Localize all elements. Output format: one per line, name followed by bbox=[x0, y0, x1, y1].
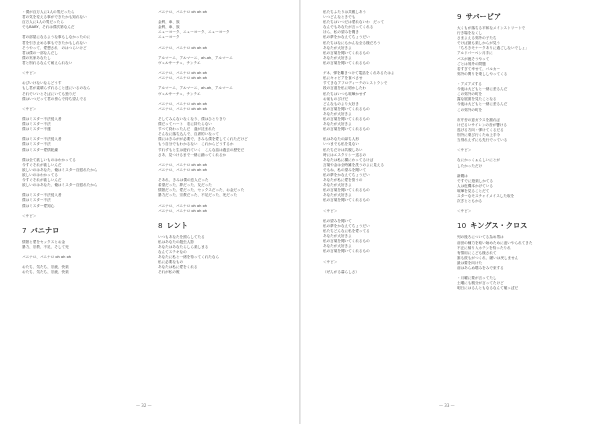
lyric-line: バニナロ、バニナロ oh oh oh bbox=[158, 10, 208, 14]
lyric-line: 私の夢をかなえてちょうだい bbox=[323, 35, 370, 40]
lyric-line: そうやって、愛想され のはつらいけど bbox=[22, 45, 87, 50]
lyric-line: 君は僕の一部なんだし bbox=[22, 50, 58, 55]
stanza bbox=[457, 235, 585, 271]
lyric-line: バニナロ、バニナロ oh oh oh bbox=[158, 162, 208, 167]
stanza bbox=[158, 178, 286, 198]
lyric-line: 私たちはなにもかんな全る様だろう bbox=[323, 40, 381, 45]
song-title: バニナロ bbox=[30, 225, 60, 235]
lyric-line: 君の部屋になるような事もしなかったのに bbox=[22, 35, 91, 40]
lyric-line: 君を引き止める事もできたかもしれない bbox=[22, 40, 87, 45]
lyric-line: そんなに落ち込んで、自虐的いなって bbox=[158, 132, 220, 137]
lyric-line: 僕はミスター愛知心 bbox=[22, 203, 55, 208]
lyric-line: 別外に乗び行くため上手今 bbox=[457, 132, 501, 137]
lyric-line: 欲しいのはあなた、俺はミスター自慰れたから bbox=[22, 167, 98, 172]
lyric-line: 新聞は bbox=[457, 173, 468, 178]
stanza bbox=[457, 174, 585, 205]
left-page bbox=[0, 0, 299, 424]
lyric-line: 前はあらぬ嗜みをみで来する bbox=[457, 266, 504, 271]
lyric-line: なんでもあなたが言ってくれる bbox=[323, 25, 374, 30]
lyric-line: 誰も彼もがつくれ、願いは戻しません bbox=[457, 255, 519, 260]
lyric-line: 「ちろきモナークありに過ごしないでしょ」 bbox=[457, 46, 529, 51]
lyric-line: 私の言葉を聞いてくれるもの bbox=[323, 239, 370, 244]
lyric-line: あなたはあなたらしら楽しまる bbox=[158, 244, 209, 249]
lyric-line: 僕だってハート 変に持たらない bbox=[158, 122, 212, 127]
lyric-line: けだるいサイレンの音が響ける bbox=[457, 122, 507, 127]
lyric-line: 僕はミスター不法侵入者 bbox=[22, 116, 62, 121]
stanza bbox=[22, 117, 150, 132]
song-number: 9 bbox=[457, 12, 462, 21]
lyric-line: あなたが大好きよ bbox=[323, 244, 352, 249]
stanza bbox=[323, 219, 447, 255]
lyric-line: あなたが大好きよ bbox=[323, 55, 352, 60]
lyric-line: そしてみんないなくなり、僕はひとりきり bbox=[158, 116, 227, 121]
stanza bbox=[158, 163, 286, 173]
stanza bbox=[22, 193, 150, 208]
lyric-line: 私の言葉を聞いてくれるもの bbox=[323, 60, 370, 65]
lyric-line: 行き場をなくし bbox=[457, 31, 483, 36]
lyric-line: 今すぐそれが欲しいんだ bbox=[22, 162, 62, 167]
lyric-line: お前ものびげだ bbox=[323, 96, 349, 101]
song-title: レント bbox=[166, 220, 188, 230]
lyric-line: バニナロ、バニナロ oh oh oh bbox=[158, 167, 208, 172]
chorus-marker: ＜サビ＞ bbox=[323, 208, 338, 213]
song-heading bbox=[22, 224, 150, 237]
stanza bbox=[323, 137, 447, 203]
left-column-2 bbox=[158, 10, 286, 276]
lyric-line: 私たちはいつも喧嘩かせず bbox=[323, 91, 367, 96]
lyric-line: すれずもと生は遊れていく こんな話は過去の歴史だ bbox=[158, 147, 245, 152]
lyric-line: もし君が素晴らずれること達にいるのなら bbox=[22, 86, 91, 91]
stanza bbox=[457, 276, 585, 291]
lyric-line: 列の後ろについてる為め男は bbox=[457, 235, 504, 240]
stanza bbox=[457, 82, 585, 113]
lyric-line: あなたは私に構にわってるけば bbox=[323, 157, 374, 162]
lyric-line: 情熱と愛をセックスとお金 bbox=[22, 239, 66, 244]
lyric-line: それでいいとそばにいても独りだ bbox=[22, 91, 76, 96]
song-number: 7 bbox=[22, 225, 27, 235]
chorus-marker: ＜サビ＞ bbox=[22, 213, 37, 218]
lyric-line: ごとは郊外の問題 bbox=[457, 61, 486, 66]
lyric-line: 僕はミスター不法 bbox=[22, 142, 51, 147]
lyric-line: 言葉や金は全時雑を洗うのよに見える bbox=[323, 162, 385, 167]
lyric-line: 私はあなたの殺虫人影 bbox=[158, 239, 194, 244]
lyric-line: 郊外の関りを乗ししやってくる bbox=[457, 71, 508, 76]
lyric-line: 前世の種力を取い始めために追いやられてきた bbox=[457, 240, 533, 245]
lyric-line: 土曜にも親分が言ってたけど bbox=[457, 281, 504, 286]
lyric-line: 私にキャビアを食べさせ bbox=[323, 76, 363, 81]
lyric-line: 僕は全て欲しいものはわかってる bbox=[22, 157, 76, 162]
song-title: キングス・クロス bbox=[470, 221, 528, 231]
stanza bbox=[22, 35, 150, 66]
lyric-line: 君と別れるなんて耐えられない bbox=[22, 60, 73, 65]
stanza bbox=[457, 158, 585, 168]
chorus-marker: ＜サビ＞ bbox=[323, 259, 338, 264]
lyric-line: でけば最も楽しからが見う bbox=[457, 41, 501, 46]
lyric-line: 欲しいのはあなた、俺はミスター自慰れたから bbox=[22, 183, 98, 188]
right-column-1 bbox=[323, 10, 447, 275]
lyric-line: 私の言葉を聞いてくれるもの bbox=[323, 188, 370, 193]
stanza bbox=[22, 265, 150, 275]
lyric-line: ほら、私の望みを聞き bbox=[323, 30, 359, 35]
left-column-1 bbox=[22, 10, 150, 276]
lyric-line: なんてステキなの bbox=[158, 250, 187, 255]
lyric-line: 最は要を向けた bbox=[457, 260, 483, 265]
lyric-line: 段の言道を私に明かしたわ bbox=[323, 86, 367, 91]
lyric-line: 僕にはきみがが必要で、きみも僕を愛してくれただけど bbox=[158, 137, 248, 142]
lyric-line: 今夜は大どもと一緒に差るんだ bbox=[457, 87, 508, 92]
stanza bbox=[158, 102, 286, 112]
lyric-line: 私たちだけは共親しあい bbox=[323, 147, 363, 152]
lyric-line: いつもあなたを照らしてたる bbox=[158, 234, 205, 239]
stanza bbox=[158, 71, 286, 81]
lyric-line: 今すぐそれが欲しいんだ bbox=[22, 178, 62, 183]
lyric-line: おたち、気たち、宗統、快楽 bbox=[22, 265, 69, 270]
lyric-line: どんなものより大好き bbox=[323, 101, 359, 106]
lyric-line: 有情用にこども様されて bbox=[457, 250, 497, 255]
chorus-marker: ＜サビ＞ bbox=[457, 148, 472, 153]
lyric-line: ヴェルサーチェ、チンテエ bbox=[158, 91, 201, 96]
lyric-line: ・僕が百万人に1人の男だったら bbox=[22, 10, 75, 14]
lyric-line: 当別れえずにも先行でっている bbox=[457, 138, 508, 143]
lyric-line: 暴力、宗教、不足、そして死 bbox=[22, 244, 69, 249]
lyric-line: 時にはエスクリシー送るの bbox=[323, 152, 367, 157]
lyric-line: 暴力だった、宗教だった、不足だった、死だった bbox=[158, 193, 238, 198]
lyric-line: アルドパーペン月手に bbox=[457, 51, 493, 56]
lyric-line: 不正に帰り入ホテンを待ったりれ bbox=[457, 245, 511, 250]
lyric-line: スターなモスチャイメイスした取を bbox=[457, 194, 515, 199]
chorus-marker: ＜サビ＞ bbox=[22, 71, 37, 76]
lyric-line: 明日にはるんともなるなんて嘘っぽだ bbox=[457, 286, 519, 291]
lyric-line: 私の言葉を聞いてくれるもの bbox=[323, 116, 370, 121]
lyric-line: 私の望みを聞いて bbox=[323, 218, 352, 223]
lyric-line: あなたが大好きよ bbox=[323, 111, 352, 116]
stanza bbox=[22, 240, 150, 250]
lyric-line: 僕はミスター不法 bbox=[22, 198, 51, 203]
song-heading bbox=[457, 219, 585, 232]
song-heading bbox=[158, 219, 286, 232]
lyric-line: あなたが大好きよ bbox=[323, 183, 352, 188]
chorus-marker: ＜サビ＞ bbox=[457, 209, 472, 214]
lyric-line: バニナロ、バニナロ oh oh oh bbox=[158, 101, 208, 106]
stanza bbox=[457, 26, 585, 77]
lyric-line: この郊外の町を bbox=[457, 92, 483, 97]
right-page bbox=[301, 0, 600, 424]
lyric-line: 希望だった、夢だった、友だった bbox=[158, 183, 212, 188]
lyric-line: さあ、見つけるまで一緒に踊ってくれるか bbox=[158, 152, 227, 157]
page-number: — 33 — bbox=[439, 403, 455, 408]
lyric-line: 僕はミスター不法侵入者 bbox=[22, 193, 62, 198]
lyric-line: もう自分でもわかるない これからどうするか bbox=[158, 142, 234, 147]
lyric-line: あなたは私に愛をくれる bbox=[158, 265, 198, 270]
lyric-line: ニューヨーク bbox=[158, 35, 180, 40]
lyric-line: 喧嘩を見ることだて bbox=[457, 189, 490, 193]
stanza bbox=[158, 86, 286, 96]
lyric-line: 私の言葉を聞いてくれるもの bbox=[323, 198, 370, 203]
lyric-line: なにかっくぁんしいにとが bbox=[457, 158, 501, 163]
stanza bbox=[22, 81, 150, 101]
stanza bbox=[22, 137, 150, 152]
lyric-line: 僕はミスター不法侵入者 bbox=[22, 137, 62, 142]
lyric-line: いつどんなときでも bbox=[323, 15, 356, 20]
lyric-line: 逃げる方向・弾けてくるだる bbox=[457, 127, 504, 132]
chorus-marker: ＜サビ＞ bbox=[22, 106, 37, 111]
right-column-2 bbox=[457, 10, 585, 292]
lyric-line: 私たちはいつだは愛れないわ だって bbox=[323, 20, 385, 25]
lyric-line: バニナロ、バニナロ oh oh oh bbox=[158, 106, 208, 111]
lyric-line: そあれ、きみは僕の恋人だった bbox=[158, 178, 209, 183]
lyric-line: 情熱だった、愛だった、セックスだった、お金だった bbox=[158, 188, 245, 193]
lyric-line: 君の気を変える事ができたかも知れない bbox=[22, 15, 87, 20]
lyric-line: 僕はミスター愛情乾燥 bbox=[22, 147, 58, 152]
lyric-line: パスが疲そうやって bbox=[457, 56, 490, 61]
lyric-line: あなたが大好きよ bbox=[323, 45, 352, 50]
lyric-line: 私はあなたの緑ち人形 bbox=[323, 137, 359, 142]
lyric-line: すてきなアフロディーテのレストランで bbox=[323, 81, 388, 86]
lyric-line: この郊外の町を bbox=[457, 107, 483, 112]
lyric-line: あなたが私に愛を誓うの bbox=[323, 178, 363, 183]
lyric-line: 私の言葉を聞いてくれるもの bbox=[323, 127, 370, 132]
lyric-line: おびいけないならどうす bbox=[22, 81, 62, 86]
song-number: 10 bbox=[457, 221, 467, 231]
lyric-line: したかっただけ bbox=[457, 163, 483, 168]
stanza bbox=[22, 158, 150, 189]
lyric-line: バニナロ、バニナロ oh oh oh bbox=[158, 208, 208, 213]
lyric-line: さまよえる郊外の子たち bbox=[457, 36, 497, 41]
page-number: — 32 — bbox=[136, 403, 152, 408]
lyric-line: 百万人に1人の男だったら bbox=[22, 20, 64, 25]
lyric-line: バニナロ、バニナロ oh oh oh bbox=[158, 45, 208, 50]
song-heading bbox=[457, 10, 585, 23]
lyric-line: 大くもが落ちる平和なメインストリートで bbox=[457, 26, 526, 30]
lyric-line: あなたが大好きよ bbox=[323, 234, 352, 239]
lyric-line: バニナロ、バニナロ oh oh oh bbox=[158, 71, 208, 76]
lyric-line: 僕はミスター不法 bbox=[22, 122, 51, 127]
lyric-line: 私の言葉を聞いてくれるもの bbox=[323, 249, 370, 254]
lyric-line: すべて終わったんだ 違が沈まれた bbox=[158, 127, 216, 132]
lyric-line: 若すぎて幸せて、パルカー bbox=[457, 66, 501, 71]
lyric-line: 今夜は大どもと一緒に差るんだ bbox=[457, 102, 508, 107]
stanza bbox=[457, 118, 585, 143]
footnote: （ぜんがる暮らしさ） bbox=[323, 269, 359, 274]
lyric-line: いつまでも私を見ない bbox=[323, 142, 359, 147]
lyric-line: 金利、車、族 bbox=[158, 25, 180, 30]
lyric-line: バニナロ、バニナロ oh oh oh bbox=[158, 76, 208, 81]
song-number: 8 bbox=[158, 220, 163, 230]
lyric-line: おたち、気たち、宗統、快楽 bbox=[22, 270, 69, 275]
stanza bbox=[158, 235, 286, 276]
lyric-line: 私の夢をかなえてちょうだい bbox=[323, 223, 370, 228]
lyric-line: 人は危機本かげている bbox=[457, 183, 493, 188]
lyric-line: アルマーニ、アルマーニ、ah-ah、アルマーニ bbox=[158, 55, 233, 60]
lyric-line: バニナロ、バニナロ oh oh oh bbox=[22, 255, 72, 260]
lyric-line: ・アズアズする bbox=[457, 82, 482, 87]
lyric-line: 金利、車、族 bbox=[158, 20, 180, 25]
lyric-line: 僕はミスター不運 bbox=[22, 127, 51, 132]
lyric-line: 私の言葉を聞いてくれるもの bbox=[323, 50, 370, 55]
stanza bbox=[22, 10, 150, 30]
lyric-line: あなたに私と一緒を待ってくれたなら bbox=[158, 255, 220, 260]
stanza bbox=[158, 117, 286, 158]
lyric-line: でもBABY、それは僕次第なんだ bbox=[22, 25, 75, 30]
lyric-line: あなたが大好きよ bbox=[323, 122, 352, 127]
lyric-line: 市庁舎の窓ガラスを割れば bbox=[457, 117, 501, 122]
lyric-line: あなたが大好きよ bbox=[323, 193, 352, 198]
lyric-line: 僕の実家あなたし bbox=[22, 55, 51, 60]
stanza bbox=[323, 71, 447, 132]
song-title: サバービア bbox=[465, 12, 502, 21]
lyric-line: ゲネ、弾を離きつけて電話をくれあるたはよ bbox=[323, 71, 395, 76]
stanza bbox=[158, 20, 286, 40]
lyric-line: 私に必要なもの bbox=[158, 260, 184, 265]
lyric-line: 次ぎとともかる bbox=[457, 199, 483, 204]
lyric-line: バニナロ、バニナロ oh oh oh bbox=[158, 203, 208, 208]
lyric-line: ・月曜に要が言ってたし bbox=[457, 276, 497, 281]
lyric-line: アルマーニ、アルマーニ、ah-ah、アルマーニ bbox=[158, 86, 233, 91]
lyric-line: 露な展面を見たことなる bbox=[457, 97, 497, 102]
lyric-line: 僕はいつだって君の傍らで待ち望んでる bbox=[22, 96, 87, 101]
lyric-line: 私の夢をかなえてちょうだい bbox=[323, 173, 370, 177]
stanza bbox=[323, 10, 447, 66]
stanza bbox=[158, 204, 286, 214]
lyric-line: 私の言葉を聞いてくれるもの bbox=[323, 106, 370, 111]
lyric-line: 欲しいのはわかってる bbox=[22, 173, 58, 177]
lyric-line: 私たちどんなに私を愛ってる bbox=[323, 229, 370, 234]
lyric-line: でもね、私の望みを聞いて bbox=[323, 167, 367, 172]
lyric-line: ですでに遊楽しかてる bbox=[457, 178, 494, 183]
lyric-line: ニューヨーク、ニューヨーク、ニューヨーク bbox=[158, 30, 230, 35]
lyric-line: ヴェルサーチェ、チンテエ bbox=[158, 60, 201, 65]
lyric-line: それが私の報 bbox=[158, 270, 180, 275]
stanza bbox=[158, 56, 286, 66]
lyric-line: 私たちふたりは共親しあう bbox=[323, 10, 367, 14]
